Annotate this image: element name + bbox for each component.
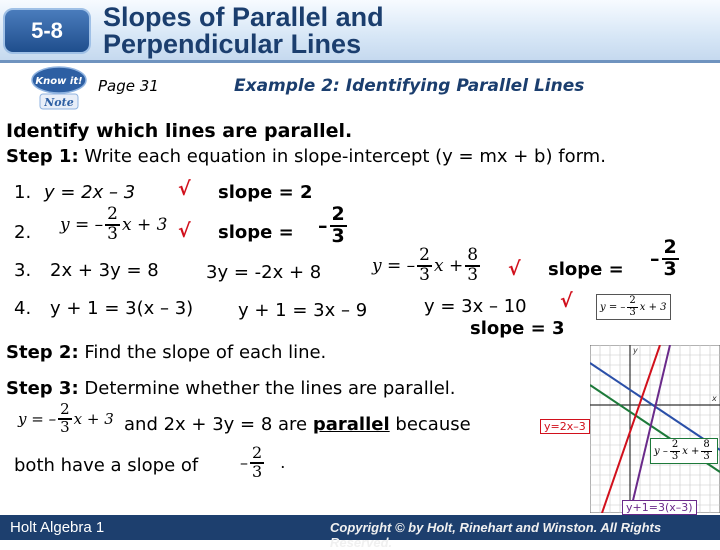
step3-label: Step 3: (6, 378, 79, 399)
line2-number: 2. (14, 222, 32, 243)
step3-eq-y: y = – (18, 409, 57, 428)
line4-check-icon: √ (560, 290, 573, 312)
step3-slope-num: 2 (252, 443, 263, 462)
footer-book-title: Holt Algebra 1 (10, 519, 105, 536)
graph-label-mid-y: y – (654, 445, 668, 457)
example-title: Example 2: Identifying Parallel Lines (234, 76, 585, 96)
line2-rest: x + 3 (121, 214, 168, 235)
line4-equation: y + 1 = 3(x – 3) (50, 298, 194, 319)
line2-slope-den: 3 (331, 224, 345, 247)
step2-row (6, 342, 326, 363)
line2-slope-sign: – (318, 214, 328, 237)
step2-text: Find the slope of each line. (84, 342, 327, 363)
line2-y: y = – (60, 214, 104, 235)
graph-label-mid-den2: 3 (703, 450, 710, 462)
step2-label: Step 2: (6, 342, 79, 363)
know-it-text: Know it! (35, 76, 83, 87)
step3-because: because (395, 414, 471, 435)
intro-heading: Identify which lines are parallel. (6, 120, 353, 142)
line2-frac-num: 2 (107, 204, 118, 224)
step3-parallel-word: parallel (312, 414, 390, 435)
graph-label-top-num: 2 (629, 295, 636, 306)
graph-label-top-y: y = – (600, 301, 626, 313)
step3-and-row (124, 414, 471, 435)
note-text: Note (44, 96, 74, 109)
graph-label-mid-num2: 8 (703, 439, 710, 450)
line3-frac2-den: 3 (467, 264, 479, 285)
graph-label-top-den: 3 (629, 306, 636, 318)
graph-label-top-rest: x + 3 (639, 301, 667, 313)
step3-and-text: and 2x + 3y = 8 are (124, 414, 308, 435)
line4-number: 4. (14, 298, 32, 319)
line3-number: 3. (14, 260, 32, 281)
line3-check-icon: √ (508, 258, 521, 280)
graph-label-mid-x: x + (682, 445, 700, 457)
parallel-lines-graph (590, 345, 720, 513)
step3-eq-num: 2 (60, 400, 70, 418)
line3-equation: 2x + 3y = 8 (50, 260, 159, 281)
line1-check-icon: √ (178, 178, 191, 200)
line4-result: y = 3x – 10 (424, 296, 527, 317)
graph-label-bottom: y+1=3(x–3) (622, 500, 697, 515)
line3-slope-label: slope = (548, 259, 624, 280)
y-axis-label: y (633, 346, 638, 355)
line3-step: 3y = -2x + 8 (206, 262, 322, 283)
header-divider (0, 60, 720, 63)
step3-eq-rest: x + 3 (73, 409, 114, 428)
step3-period: . (280, 453, 286, 473)
line3-y: y = – (372, 255, 416, 276)
line2-slope-label: slope = (218, 222, 294, 243)
line3-slope-num: 2 (663, 236, 677, 258)
step1-label: Step 1: (6, 146, 79, 167)
line2-equation (60, 206, 167, 244)
page-title-line1: Slopes of Parallel and (103, 2, 384, 32)
line3-mid: x + (433, 255, 464, 276)
step1-text: Write each equation in slope-intercept (y = mx + b) form. (84, 146, 606, 167)
graph-label-red: y=2x–3 (540, 419, 590, 434)
line1-number: 1. (14, 182, 32, 203)
line1-equation: y = 2x – 3 (44, 182, 136, 203)
line3-slope-intercept (372, 247, 482, 285)
line4-step: y + 1 = 3x – 9 (238, 300, 368, 321)
line2-slope-num: 2 (331, 203, 345, 225)
graph-label-top (596, 294, 671, 320)
line1-slope: slope = 2 (218, 182, 313, 203)
line3-slope-value (650, 238, 681, 280)
step3-slope-value (240, 445, 285, 481)
step3-row (6, 378, 456, 399)
step3-both-text: both have a slope of (14, 455, 199, 476)
step1-row (6, 146, 606, 167)
line3-frac2-num: 8 (467, 245, 479, 265)
line2-frac-den: 3 (107, 223, 118, 244)
line3-slope-sign: – (650, 247, 660, 270)
line2-check-icon: √ (178, 220, 191, 242)
page-title-line2: Perpendicular Lines (103, 29, 362, 59)
step3-equation (18, 402, 114, 436)
x-axis-label: x (712, 394, 717, 403)
line3-frac1-num: 2 (419, 245, 430, 265)
step3-slope-sign: – (240, 453, 248, 473)
page-reference: Page 31 (98, 77, 159, 95)
footer-copyright: Copyright © by Holt, Rinehart and Winston. All Rights Reserved. (330, 520, 662, 550)
lesson-badge-label: 5-8 (31, 18, 63, 43)
graph-label-mid (650, 438, 718, 464)
step3-text: Determine whether the lines are parallel. (84, 378, 456, 399)
line2-slope-value (318, 205, 349, 247)
step3-eq-den: 3 (60, 417, 70, 436)
graph-label-mid-den1: 3 (671, 450, 679, 462)
line3-slope-den: 3 (663, 257, 677, 280)
line4-slope: slope = 3 (470, 318, 565, 339)
know-it-note-icon (30, 66, 88, 112)
step3-slope-den: 3 (252, 461, 263, 481)
graph-label-mid-num1: 2 (671, 439, 679, 450)
line3-frac1-den: 3 (419, 264, 430, 285)
